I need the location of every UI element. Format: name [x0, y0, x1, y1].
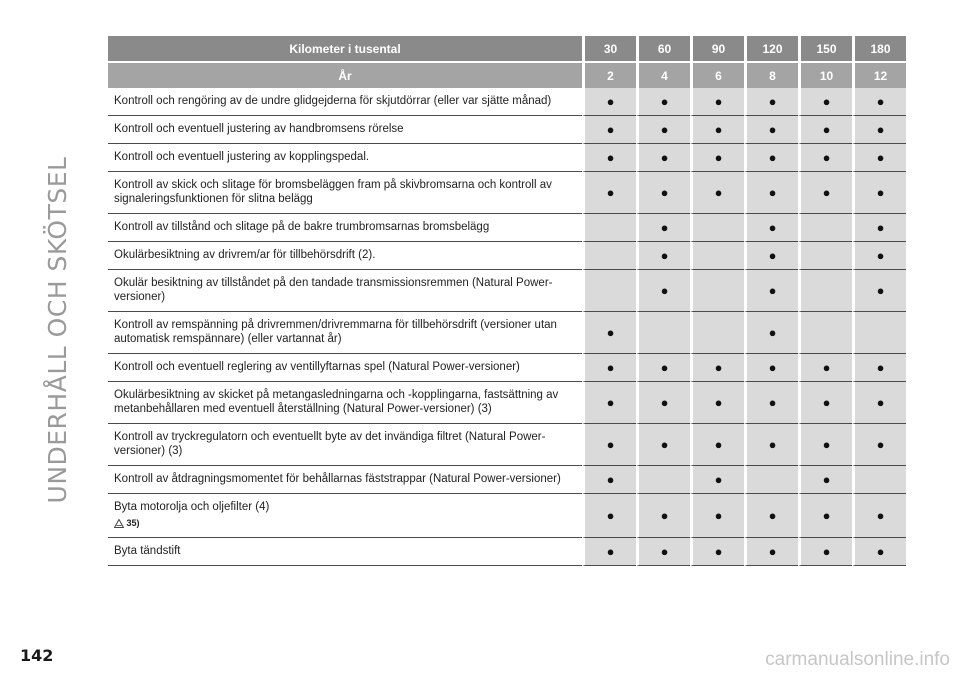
interval-cell: [690, 214, 744, 242]
task-cell: [108, 116, 582, 144]
table-row: [108, 424, 906, 466]
service-required-mark: ●: [606, 150, 615, 165]
service-required-mark: ●: [606, 395, 615, 410]
schedule-body: [108, 88, 906, 566]
table-row: [108, 214, 906, 242]
interval-cell: [744, 172, 798, 214]
note-reference: [114, 516, 140, 530]
service-required-mark: ●: [714, 122, 723, 137]
table-row: [108, 382, 906, 424]
service-required-mark: ●: [714, 508, 723, 523]
service-required-mark: ●: [768, 508, 777, 523]
interval-cell: [852, 88, 906, 116]
task-text: Kontroll och eventuell justering av kopplingspedal.: [114, 151, 370, 163]
service-required-mark: ●: [876, 248, 885, 263]
service-required-mark: ●: [876, 360, 885, 375]
service-required-mark: ●: [660, 508, 669, 523]
interval-cell: [636, 172, 690, 214]
interval-cell: [744, 312, 798, 354]
service-required-mark: ●: [660, 248, 669, 263]
service-required-mark: ●: [768, 325, 777, 340]
interval-cell: [744, 354, 798, 382]
interval-cell: [852, 144, 906, 172]
service-required-mark: ●: [714, 544, 723, 559]
task-cell: [108, 172, 582, 214]
header-year-value: 8: [744, 61, 798, 88]
interval-cell: [636, 382, 690, 424]
interval-cell: [582, 424, 636, 466]
service-required-mark: ●: [660, 150, 669, 165]
service-required-mark: ●: [876, 122, 885, 137]
interval-cell: [852, 354, 906, 382]
service-required-mark: ●: [822, 472, 831, 487]
interval-cell: [636, 466, 690, 494]
header-year-value: 4: [636, 61, 690, 88]
interval-cell: [744, 270, 798, 312]
service-required-mark: ●: [876, 544, 885, 559]
interval-cell: [852, 242, 906, 270]
task-text: Kontroll och eventuell reglering av ventillyftarnas spel (Natural Power-versioner): [114, 361, 520, 373]
interval-cell: [798, 494, 852, 538]
interval-cell: [744, 242, 798, 270]
interval-cell: [636, 312, 690, 354]
interval-cell: [852, 312, 906, 354]
interval-cell: [636, 424, 690, 466]
interval-cell: [582, 538, 636, 566]
interval-cell: [852, 172, 906, 214]
interval-cell: [636, 144, 690, 172]
service-required-mark: ●: [660, 283, 669, 298]
task-cell: [108, 466, 582, 494]
task-text: Kontroll av skick och slitage för bromsbeläggen fram på skivbromsarna och kontroll av signaleringsfunktionen för slitna belägg: [114, 179, 552, 205]
interval-cell: [744, 214, 798, 242]
interval-cell: [744, 116, 798, 144]
interval-cell: [798, 354, 852, 382]
task-cell: [108, 354, 582, 382]
task-text: Kontroll av tillstånd och slitage på de bakre trumbromsarnas bromsbelägg: [114, 221, 490, 233]
service-required-mark: ●: [822, 395, 831, 410]
service-required-mark: ●: [768, 395, 777, 410]
service-required-mark: ●: [660, 185, 669, 200]
service-required-mark: ●: [822, 360, 831, 375]
interval-cell: [582, 494, 636, 538]
interval-cell: [852, 494, 906, 538]
task-cell: [108, 382, 582, 424]
interval-cell: [852, 270, 906, 312]
page-number: 142: [20, 646, 54, 665]
task-text: Okulärbesiktning av drivrem/ar för tillbehörsdrift (2).: [114, 249, 376, 261]
interval-cell: [852, 382, 906, 424]
service-required-mark: ●: [660, 544, 669, 559]
interval-cell: [798, 144, 852, 172]
interval-cell: [690, 172, 744, 214]
service-required-mark: ●: [876, 150, 885, 165]
header-year-value: 6: [690, 61, 744, 88]
task-cell: [108, 270, 582, 312]
header-km-value: 180: [852, 36, 906, 61]
interval-cell: [636, 538, 690, 566]
service-required-mark: ●: [768, 437, 777, 452]
task-text: Byta tändstift: [114, 545, 181, 557]
note-reference-label: 35): [126, 518, 140, 528]
interval-cell: [582, 270, 636, 312]
task-text: Okulärbesiktning av skicket på metangasledningarna och -kopplingarna, fastsättning av metanbehållaren med eventuell återställning (Natural Power-versioner) (3): [114, 389, 559, 415]
service-required-mark: ●: [714, 395, 723, 410]
table-row: [108, 466, 906, 494]
header-year-value: 2: [582, 61, 636, 88]
service-required-mark: ●: [876, 395, 885, 410]
interval-cell: [636, 494, 690, 538]
interval-cell: [690, 242, 744, 270]
service-required-mark: ●: [822, 150, 831, 165]
task-cell: [108, 538, 582, 566]
service-required-mark: ●: [660, 395, 669, 410]
service-required-mark: ●: [876, 283, 885, 298]
interval-cell: [744, 538, 798, 566]
interval-cell: [690, 424, 744, 466]
task-cell: [108, 424, 582, 466]
interval-cell: [636, 116, 690, 144]
interval-cell: [690, 538, 744, 566]
task-text: Kontroll och rengöring av de undre glidgejderna för skjutdörrar (eller var sjätte månad): [114, 95, 552, 107]
interval-cell: [636, 88, 690, 116]
service-required-mark: ●: [876, 220, 885, 235]
task-cell: [108, 494, 582, 538]
interval-cell: [798, 242, 852, 270]
interval-cell: [798, 88, 852, 116]
interval-cell: [582, 312, 636, 354]
service-required-mark: ●: [768, 283, 777, 298]
service-required-mark: ●: [714, 94, 723, 109]
service-required-mark: ●: [822, 94, 831, 109]
interval-cell: [798, 172, 852, 214]
interval-cell: [690, 144, 744, 172]
table-row: [108, 494, 906, 538]
interval-cell: [582, 382, 636, 424]
service-required-mark: ●: [822, 508, 831, 523]
interval-cell: [636, 214, 690, 242]
header-row-kilometers: [108, 36, 906, 61]
header-km-label: Kilometer i tusental: [108, 36, 582, 61]
header-km-value: 150: [798, 36, 852, 61]
service-required-mark: ●: [876, 508, 885, 523]
interval-cell: [852, 424, 906, 466]
service-required-mark: ●: [606, 185, 615, 200]
header-row-years: [108, 61, 906, 88]
task-text: Kontroll av tryckregulatorn och eventuellt byte av det invändiga filtret (Natural Power-versioner) (3): [114, 431, 546, 457]
service-required-mark: ●: [714, 185, 723, 200]
interval-cell: [636, 270, 690, 312]
service-required-mark: ●: [660, 122, 669, 137]
interval-cell: [690, 116, 744, 144]
interval-cell: [798, 538, 852, 566]
service-required-mark: ●: [660, 220, 669, 235]
interval-cell: [744, 494, 798, 538]
interval-cell: [690, 354, 744, 382]
service-required-mark: ●: [606, 437, 615, 452]
task-cell: [108, 242, 582, 270]
service-required-mark: ●: [606, 508, 615, 523]
table-row: [108, 538, 906, 566]
header-km-value: 120: [744, 36, 798, 61]
service-required-mark: ●: [606, 94, 615, 109]
table-row: [108, 88, 906, 116]
interval-cell: [582, 116, 636, 144]
header-year-label: År: [108, 61, 582, 88]
header-year-value: 12: [852, 61, 906, 88]
header-km-value: 60: [636, 36, 690, 61]
interval-cell: [798, 424, 852, 466]
service-required-mark: ●: [876, 94, 885, 109]
table-row: [108, 270, 906, 312]
service-required-mark: ●: [822, 185, 831, 200]
task-text: Okulär besiktning av tillståndet på den tandade transmissionsremmen (Natural Power-versioner): [114, 277, 553, 303]
service-required-mark: ●: [606, 472, 615, 487]
table-row: [108, 172, 906, 214]
interval-cell: [798, 382, 852, 424]
interval-cell: [582, 466, 636, 494]
service-required-mark: ●: [660, 94, 669, 109]
interval-cell: [636, 354, 690, 382]
interval-cell: [690, 88, 744, 116]
service-required-mark: ●: [822, 544, 831, 559]
interval-cell: [582, 214, 636, 242]
service-required-mark: ●: [876, 185, 885, 200]
header-year-value: 10: [798, 61, 852, 88]
task-text: Kontroll av åtdragningsmomentet för behållarnas fäststrappar (Natural Power-versioner): [114, 473, 561, 485]
watermark: carmanualsonline.info: [765, 649, 950, 670]
task-text: Kontroll av remspänning på drivremmen/drivremmarna för tillbehörsdrift (versioner utan automatisk remspännare) (eller vartannat år): [114, 319, 557, 345]
chapter-side-title: UNDERHÅLL OCH SKÖTSEL: [43, 156, 72, 504]
interval-cell: [744, 424, 798, 466]
interval-cell: [690, 270, 744, 312]
task-text: Byta motorolja och oljefilter (4): [114, 501, 270, 513]
service-required-mark: ●: [876, 437, 885, 452]
header-km-value: 90: [690, 36, 744, 61]
interval-cell: [852, 116, 906, 144]
interval-cell: [744, 88, 798, 116]
interval-cell: [582, 242, 636, 270]
table-row: [108, 144, 906, 172]
interval-cell: [852, 466, 906, 494]
interval-cell: [798, 214, 852, 242]
maintenance-schedule-table: [108, 36, 906, 566]
reference-note-icon: [114, 519, 124, 528]
task-cell: [108, 88, 582, 116]
header-km-value: 30: [582, 36, 636, 61]
service-required-mark: ●: [768, 122, 777, 137]
interval-cell: [798, 466, 852, 494]
interval-cell: [582, 354, 636, 382]
service-required-mark: ●: [768, 544, 777, 559]
interval-cell: [636, 242, 690, 270]
service-required-mark: ●: [606, 122, 615, 137]
service-required-mark: ●: [768, 185, 777, 200]
task-cell: [108, 312, 582, 354]
service-required-mark: ●: [768, 220, 777, 235]
service-required-mark: ●: [714, 472, 723, 487]
service-required-mark: ●: [822, 437, 831, 452]
task-cell: [108, 144, 582, 172]
service-required-mark: ●: [660, 437, 669, 452]
interval-cell: [744, 382, 798, 424]
service-required-mark: ●: [714, 437, 723, 452]
service-required-mark: ●: [768, 360, 777, 375]
table-row: [108, 242, 906, 270]
table-row: [108, 116, 906, 144]
interval-cell: [690, 382, 744, 424]
interval-cell: [798, 270, 852, 312]
task-cell: [108, 214, 582, 242]
service-required-mark: ●: [606, 325, 615, 340]
table-row: [108, 354, 906, 382]
service-required-mark: ●: [714, 150, 723, 165]
interval-cell: [582, 144, 636, 172]
table-row: [108, 312, 906, 354]
service-required-mark: ●: [768, 150, 777, 165]
task-text: Kontroll och eventuell justering av handbromsens rörelse: [114, 123, 404, 135]
interval-cell: [582, 88, 636, 116]
interval-cell: [852, 214, 906, 242]
interval-cell: [744, 144, 798, 172]
interval-cell: [744, 466, 798, 494]
interval-cell: [582, 172, 636, 214]
interval-cell: [690, 494, 744, 538]
service-required-mark: ●: [606, 544, 615, 559]
service-required-mark: ●: [768, 94, 777, 109]
interval-cell: [690, 466, 744, 494]
service-required-mark: ●: [714, 360, 723, 375]
interval-cell: [852, 538, 906, 566]
service-required-mark: ●: [606, 360, 615, 375]
interval-cell: [690, 312, 744, 354]
interval-cell: [798, 312, 852, 354]
service-required-mark: ●: [822, 122, 831, 137]
service-required-mark: ●: [660, 360, 669, 375]
service-required-mark: ●: [768, 248, 777, 263]
interval-cell: [798, 116, 852, 144]
